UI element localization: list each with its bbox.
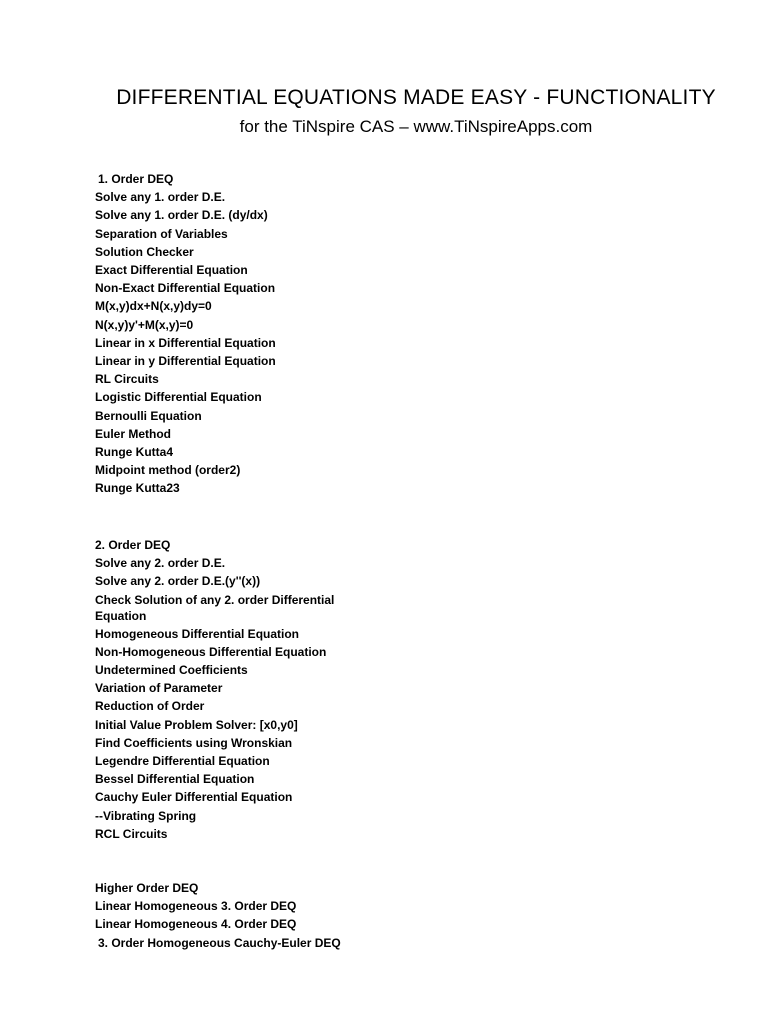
list-item: Solve any 2. order D.E. [95, 556, 226, 571]
section-higher-order [95, 879, 395, 952]
document-title: DIFFERENTIAL EQUATIONS MADE EASY - FUNCTIONALITY [116, 86, 716, 109]
list-item: Bernoulli Equation [95, 408, 202, 423]
list-item: Cauchy Euler Differential Equation [95, 790, 293, 805]
list-item: 3. Order Homogeneous Cauchy-Euler DEQ [98, 935, 341, 950]
list-item: Legendre Differential Equation [95, 754, 270, 769]
list-item: Linear Homogeneous 4. Order DEQ [95, 917, 297, 932]
list-item: Undetermined Coefficients [95, 663, 248, 677]
list-item: Find Coefficients using Wronskian [95, 735, 293, 750]
list-item: Solve any 1. order D.E. (dy/dx) [95, 208, 268, 223]
list-item: M(x,y)dx+N(x,y)dy=0 [95, 299, 212, 314]
section-heading: 1. Order DEQ [98, 172, 174, 186]
list-item: Solve any 1. order D.E. [95, 190, 226, 205]
list-item: Variation of Parameter [95, 681, 223, 696]
list-item: Separation of Variables [95, 226, 228, 241]
section-first-order [95, 170, 395, 498]
list-item: Reduction of Order [95, 699, 205, 714]
list-item: Non-Exact Differential Equation [95, 281, 276, 296]
list-item: Runge Kutta4 [95, 445, 173, 460]
list-item: RCL Circuits [95, 826, 168, 841]
list-item: Runge Kutta23 [95, 481, 180, 496]
list-item: Check Solution of any 2. order Differential Equation [95, 592, 335, 623]
list-item: Solve any 2. order D.E.(y''(x)) [95, 574, 261, 589]
section-heading: Higher Order DEQ [95, 881, 199, 895]
list-item: Initial Value Problem Solver: [x0,y0] [95, 717, 298, 732]
document-subtitle: for the TiNspire CAS – www.TiNspireApps.com [239, 117, 593, 136]
list-item: Midpoint method (order2) [95, 463, 241, 478]
section-second-order [95, 536, 395, 843]
list-item: Homogeneous Differential Equation [95, 626, 300, 641]
section-heading: 2. Order DEQ [95, 538, 171, 552]
list-item: Bessel Differential Equation [95, 772, 255, 787]
list-item: Linear in x Differential Equation [95, 335, 276, 350]
list-item: --Vibrating Spring [95, 808, 197, 823]
list-item: RL Circuits [95, 372, 159, 387]
list-item: Logistic Differential Equation [95, 390, 262, 405]
list-item: N(x,y)y'+M(x,y)=0 [95, 317, 194, 332]
list-item: Linear in y Differential Equation [95, 354, 276, 369]
list-item: Linear Homogeneous 3. Order DEQ [95, 899, 297, 914]
list-item: Solution Checker [95, 244, 194, 259]
list-item: Euler Method [95, 426, 172, 441]
list-item: Exact Differential Equation [95, 263, 248, 277]
list-item: Non-Homogeneous Differential Equation [95, 644, 327, 659]
